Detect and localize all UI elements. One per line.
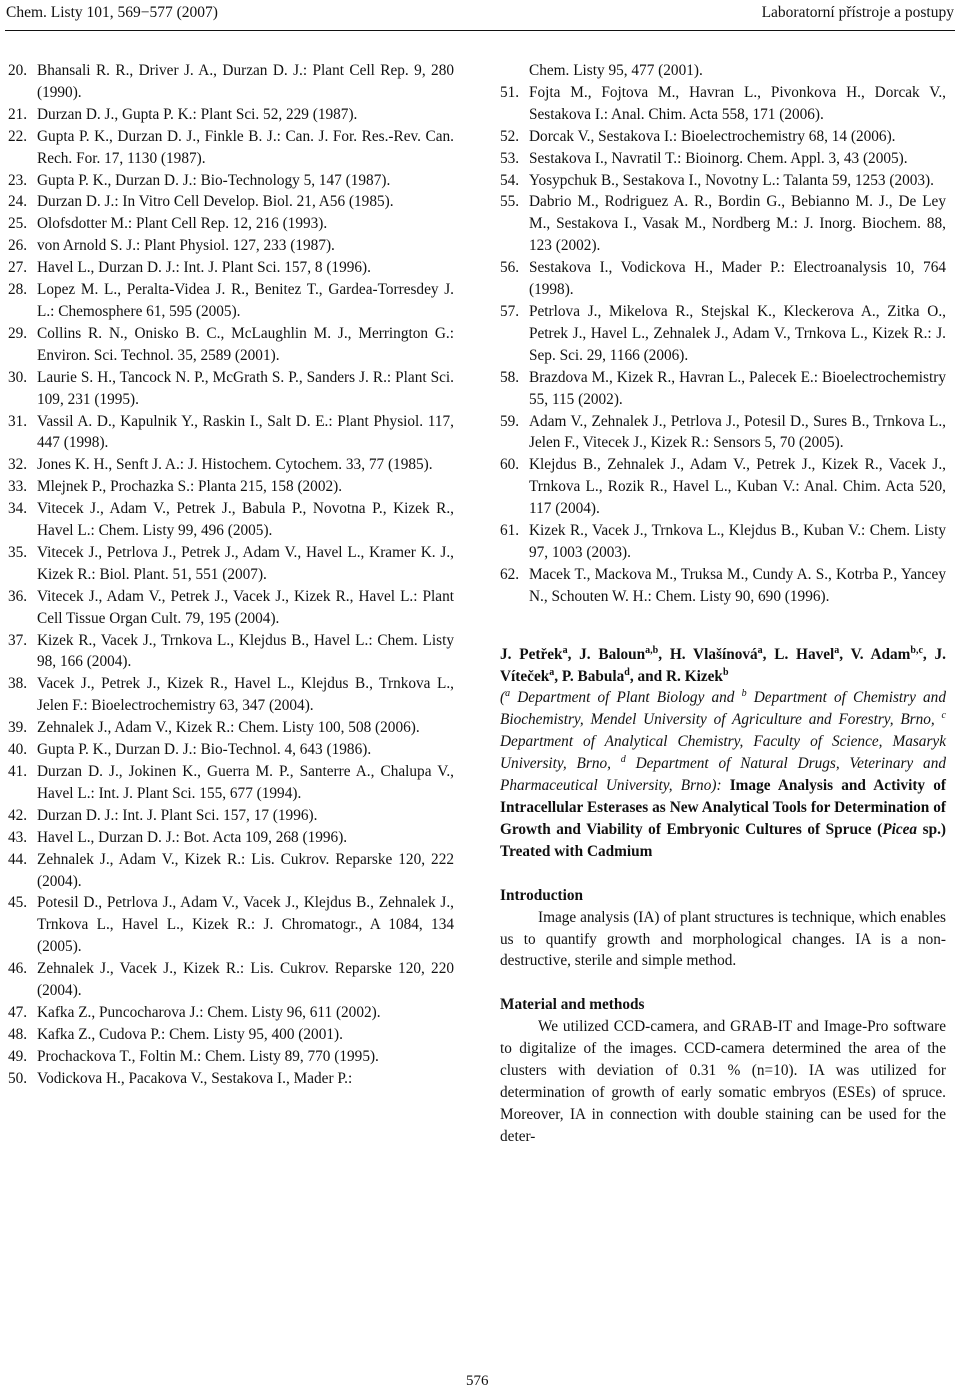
- reference-number: 53.: [500, 149, 520, 167]
- page-number: 576: [466, 1373, 489, 1389]
- reference-text: Durzan D. J., Jokinen K., Guerra M. P., Santerre A., Chalupa V., Havel L.: Int. J. Plant Sci. 155, 677 (1994).: [37, 763, 454, 802]
- reference-item: [8, 257, 454, 279]
- reference-number: 46.: [8, 960, 28, 978]
- reference-number: 62.: [500, 565, 520, 583]
- reference-number: 52.: [500, 127, 520, 145]
- reference-item: [500, 564, 946, 608]
- reference-number: 36.: [8, 587, 28, 605]
- reference-continuation: Chem. Listy 95, 477 (2001).: [529, 62, 703, 79]
- reference-number: 48.: [8, 1025, 28, 1043]
- reference-text: Petrlova J., Mikelova R., Stejskal K., Kleckerova A., Zitka O., Petrek J., Havel L., Zehnalek J., Adam V., Trnkova L., Kizek R.: J. Sep. Sci. 29, 1166 (2006).: [529, 302, 946, 364]
- reference-item: [8, 476, 454, 498]
- reference-text: Vitecek J., Adam V., Petrek J., Vacek J., Kizek R., Havel L.: Plant Cell Tissue Organ Cult. 79, 195 (2004).: [37, 587, 454, 627]
- abstract-affiliation-and-title: ($^a$ Department of Plant Biology and $^b$ Department of Chemistry and Biochemistry, Mendel University of Agriculture and Forestry, Brno, $^c$ Department of Analytical Chemistry, Faculty of Science, Masaryk University, Brno, $^d$ Department of Natural Drugs, Veterinary and Pharmaceutical University, Brno): Image Analysis and Activity of Intracellular Esterases as New Analytical Tools for Determination of Growth and Viability of Embryonic Cultures of Spruce (Picea sp.) Treated with Cadmium: [500, 688, 946, 860]
- reference-item: [8, 367, 454, 411]
- reference-item: [8, 849, 454, 893]
- reference-item: [8, 170, 454, 192]
- reference-number: 27.: [8, 259, 28, 277]
- section-name: Laboratorní přístroje a postupy: [761, 4, 954, 21]
- reference-item: [8, 827, 454, 849]
- reference-item: [8, 498, 454, 542]
- reference-item: [8, 739, 454, 761]
- reference-text: Kizek R., Vacek J., Trnkova L., Klejdus B., Havel L.: Chem. Listy 98, 166 (2004).: [37, 631, 454, 671]
- reference-text: Havel L., Durzan D. J.: Int. J. Plant Sci. 157, 8 (1996).: [37, 259, 371, 277]
- reference-item: [8, 1046, 454, 1068]
- reference-item: [8, 1002, 454, 1024]
- reference-number: 42.: [8, 806, 28, 824]
- reference-item: [8, 213, 454, 235]
- reference-number: 58.: [500, 368, 520, 386]
- reference-number: 57.: [500, 302, 520, 320]
- reference-item: [500, 170, 946, 192]
- reference-item: [8, 761, 454, 805]
- reference-number: 45.: [8, 894, 28, 912]
- reference-item: [500, 82, 946, 126]
- reference-item: [500, 126, 946, 148]
- reference-text: Bhansali R. R., Driver J. A., Durzan D. J.: Plant Cell Rep. 9, 280 (1990).: [37, 62, 454, 101]
- reference-number: 20.: [8, 62, 28, 79]
- reference-text: Vitecek J., Adam V., Petrek J., Babula P., Novotna P., Kizek R., Havel L.: Chem. Listy 99, 496 (2005).: [37, 500, 454, 540]
- reference-item: [8, 805, 454, 827]
- reference-number: 43.: [8, 828, 28, 846]
- reference-item: [500, 301, 946, 367]
- right-column-references: [500, 82, 946, 608]
- reference-number: 41.: [8, 763, 28, 780]
- reference-number: 23.: [8, 171, 28, 189]
- reference-item: [500, 257, 946, 301]
- reference-text: Dabrio M., Rodriguez A. R., Bordin G., Bebianno M. J., De Ley M., Sestakova I., Vasak M., Nordberg M.: J. Inorg. Biochem. 88, 123 (2002).: [529, 193, 946, 255]
- reference-text: Olofsdotter M.: Plant Cell Rep. 12, 216 (1993).: [37, 215, 328, 233]
- reference-number: 47.: [8, 1003, 28, 1021]
- reference-number: 28.: [8, 281, 28, 299]
- abstract-title: Image Analysis and Activity of Intracellular Esterases as New Analytical Tools for Determination of Growth and Viability of Embryonic Cultures of Spruce (Picea sp.) Treated with Cadmium: [500, 777, 946, 860]
- reference-text: Kizek R., Vacek J., Trnkova L., Klejdus B., Kuban V.: Chem. Listy 97, 1003 (2003).: [529, 522, 946, 561]
- methods-heading: Material and methods: [500, 996, 645, 1014]
- reference-item: [8, 191, 454, 213]
- reference-number: 25.: [8, 215, 28, 233]
- reference-number: 26.: [8, 237, 28, 255]
- reference-text: Kafka Z., Cudova P.: Chem. Listy 95, 400 (2001).: [37, 1025, 343, 1043]
- reference-text: Collins R. N., Onisko B. C., McLaughlin M. J., Merrington G.: Environ. Sci. Technol. 35, 2589 (2001).: [37, 324, 454, 364]
- reference-item: [8, 1024, 454, 1046]
- reference-text: Durzan D. J.: Int. J. Plant Sci. 157, 17 (1996).: [37, 806, 318, 824]
- reference-text: Macek T., Mackova M., Truksa M., Cundy A. S., Kotrba P., Yancey N., Schouten W. H.: Chem. Listy 90, 690 (1996).: [529, 565, 946, 605]
- reference-text: Kafka Z., Puncocharova J.: Chem. Listy 96, 611 (2002).: [37, 1003, 381, 1021]
- reference-text: Sestakova I., Navratil T.: Bioinorg. Chem. Appl. 3, 43 (2005).: [529, 149, 908, 167]
- reference-text: Gupta P. K., Durzan D. J.: Bio-Technology 5, 147 (1987).: [37, 171, 391, 189]
- reference-number: 38.: [8, 675, 28, 693]
- reference-number: 49.: [8, 1047, 28, 1065]
- reference-number: 34.: [8, 500, 28, 518]
- reference-text: Durzan D. J.: In Vitro Cell Develop. Biol. 21, A56 (1985).: [37, 193, 394, 211]
- reference-item: [8, 411, 454, 455]
- reference-number: 40.: [8, 741, 28, 759]
- right-column: [500, 60, 946, 1148]
- running-header: [0, 0, 960, 26]
- reference-number: 61.: [500, 522, 520, 540]
- reference-item: [500, 191, 946, 257]
- reference-number: 30.: [8, 368, 28, 386]
- reference-text: Zehnalek J., Vacek J., Kizek R.: Lis. Cukrov. Reparske 120, 220 (2004).: [37, 960, 454, 1000]
- reference-text: Yosypchuk B., Sestakova I., Novotny L.: Talanta 59, 1253 (2003).: [529, 171, 934, 189]
- reference-text: Vitecek J., Petrlova J., Petrek J., Adam V., Havel L., Kramer K. J., Kizek R.: Biol. Plant. 51, 551 (2007).: [37, 543, 454, 583]
- reference-text: Gupta P. K., Durzan D. J.: Bio-Technol. 4, 643 (1986).: [37, 741, 372, 759]
- reference-item: [500, 148, 946, 170]
- reference-number: 32.: [8, 456, 28, 474]
- reference-item: [8, 323, 454, 367]
- reference-number: 51.: [500, 83, 520, 101]
- reference-text: von Arnold S. J.: Plant Physiol. 127, 233 (1987).: [37, 237, 335, 255]
- reference-number: 54.: [500, 171, 520, 189]
- introduction-text: Image analysis (IA) of plant structures is technique, which enables us to quantify growth and morphological changes. IA is a non-destructive, sterile and simple method.: [500, 908, 946, 970]
- reference-number: 39.: [8, 719, 28, 737]
- reference-number: 55.: [500, 193, 520, 211]
- reference-text: Havel L., Durzan D. J.: Bot. Acta 109, 268 (1996).: [37, 828, 348, 846]
- reference-text: Prochackova T., Foltin M.: Chem. Listy 89, 770 (1995).: [37, 1047, 379, 1065]
- reference-item: [8, 454, 454, 476]
- reference-item: [8, 104, 454, 126]
- reference-number: 29.: [8, 324, 28, 342]
- reference-number: 31.: [8, 412, 28, 430]
- reference-number: 24.: [8, 193, 28, 211]
- reference-text: Klejdus B., Zehnalek J., Adam V., Petrek J., Kizek R., Vacek J., Trnkova L., Rozik R., Havel L., Kuban V.: Anal. Chim. Acta 520, 117 (2004).: [529, 456, 946, 518]
- reference-number: 50.: [8, 1069, 28, 1087]
- reference-item: [8, 673, 454, 717]
- reference-number: 37.: [8, 631, 28, 649]
- reference-item: [8, 60, 454, 104]
- reference-text: Adam V., Zehnalek J., Petrlova J., Potesil D., Sures B., Trnkova L., Jelen F., Vitecek J., Kizek R.: Sensors 5, 70 (2005).: [529, 412, 946, 452]
- reference-text: Zehnalek J., Adam V., Kizek R.: Lis. Cukrov. Reparske 120, 222 (2004).: [37, 850, 454, 890]
- introduction-heading: Introduction: [500, 886, 584, 904]
- reference-text: Gupta P. K., Durzan D. J., Finkle B. J.: Can. J. For. Res.-Rev. Can. Rech. For. 17, 1130 (1987).: [37, 127, 454, 167]
- reference-text: Fojta M., Fojtova M., Havran L., Pivonkova H., Dorcak V., Sestakova I.: Anal. Chim. Acta 558, 171 (2006).: [529, 83, 946, 123]
- reference-item: [8, 235, 454, 257]
- abstract-authors: J. Petřek$^a$, J. Baloun$^{a,b}$, H. Vlašínová$^a$, L. Havel$^a$, V. Adam$^{b,c}$, J. Víteček$^a$, P. Babula$^d$, and R. Kizek$^b$: [500, 644, 946, 685]
- reference-number: 44.: [8, 850, 28, 868]
- reference-text: Laurie S. H., Tancock N. P., McGrath S. P., Sanders J. R.: Plant Sci. 109, 231 (1995).: [37, 368, 454, 408]
- reference-text: Vassil A. D., Kapulnik Y., Raskin I., Salt D. E.: Plant Physiol. 117, 447 (1998).: [37, 412, 454, 452]
- reference-number: 60.: [500, 456, 520, 474]
- reference-text: Jones K. H., Senft J. A.: J. Histochem. Cytochem. 33, 77 (1985).: [37, 456, 433, 474]
- reference-item: [500, 411, 946, 455]
- reference-number: 56.: [500, 259, 520, 277]
- reference-item: [8, 542, 454, 586]
- header-rule: [5, 30, 955, 31]
- reference-text: Potesil D., Petrlova J., Adam V., Vacek J., Klejdus B., Zehnalek J., Trnkova L., Havel L., Kizek R.: J. Chromatogr., A 1084, 134 (2005).: [37, 894, 454, 956]
- reference-item: [8, 958, 454, 1002]
- journal-citation: Chem. Listy 101, 569−577 (2007): [6, 4, 218, 21]
- reference-item: [500, 454, 946, 520]
- reference-item: [8, 126, 454, 170]
- reference-text: Vodickova H., Pacakova V., Sestakova I., Mader P.:: [37, 1069, 353, 1087]
- reference-number: 35.: [8, 543, 28, 561]
- reference-text: Dorcak V., Sestakova I.: Bioelectrochemistry 68, 14 (2006).: [529, 127, 896, 145]
- left-column-references: [8, 60, 454, 1090]
- reference-number: 22.: [8, 127, 28, 145]
- reference-item: [500, 520, 946, 564]
- methods-text: We utilized CCD-camera, and GRAB-IT and Image-Pro software to digitalize of the images. CCD-camera determined the area of the clusters with deviation of 0.31 % (n=10). IA was utilized for determination of growth of early somatic embryos (ESEs) of spruce. Moreover, IA in connection with double staining can be used for the deter-: [500, 1018, 946, 1145]
- reference-item: [8, 717, 454, 739]
- reference-text: Vacek J., Petrek J., Kizek R., Havel L., Klejdus B., Trnkova L., Jelen F.: Bioelectrochemistry 63, 347 (2004).: [37, 675, 454, 715]
- reference-text: Zehnalek J., Adam V., Kizek R.: Chem. Listy 100, 508 (2006).: [37, 719, 420, 737]
- reference-item: [8, 892, 454, 958]
- reference-item: [8, 1068, 454, 1090]
- reference-item: [8, 279, 454, 323]
- reference-number: 59.: [500, 412, 520, 430]
- reference-text: Lopez M. L., Peralta-Videa J. R., Benitez T., Gardea-Torresdey J. L.: Chemosphere 61, 595 (2005).: [37, 281, 454, 320]
- reference-text: Mlejnek P., Prochazka S.: Planta 215, 158 (2002).: [37, 478, 343, 496]
- reference-text: Brazdova M., Kizek R., Havran L., Palecek E.: Bioelectrochemistry 55, 115 (2002).: [529, 368, 946, 408]
- reference-number: 21.: [8, 105, 28, 123]
- reference-text: Sestakova I., Vodickova H., Mader P.: Electroanalysis 10, 764 (1998).: [529, 259, 946, 299]
- reference-text: Durzan D. J., Gupta P. K.: Plant Sci. 52, 229 (1987).: [37, 105, 358, 123]
- reference-number: 33.: [8, 478, 28, 496]
- reference-item: [500, 367, 946, 411]
- reference-item: [8, 630, 454, 674]
- reference-item: [8, 586, 454, 630]
